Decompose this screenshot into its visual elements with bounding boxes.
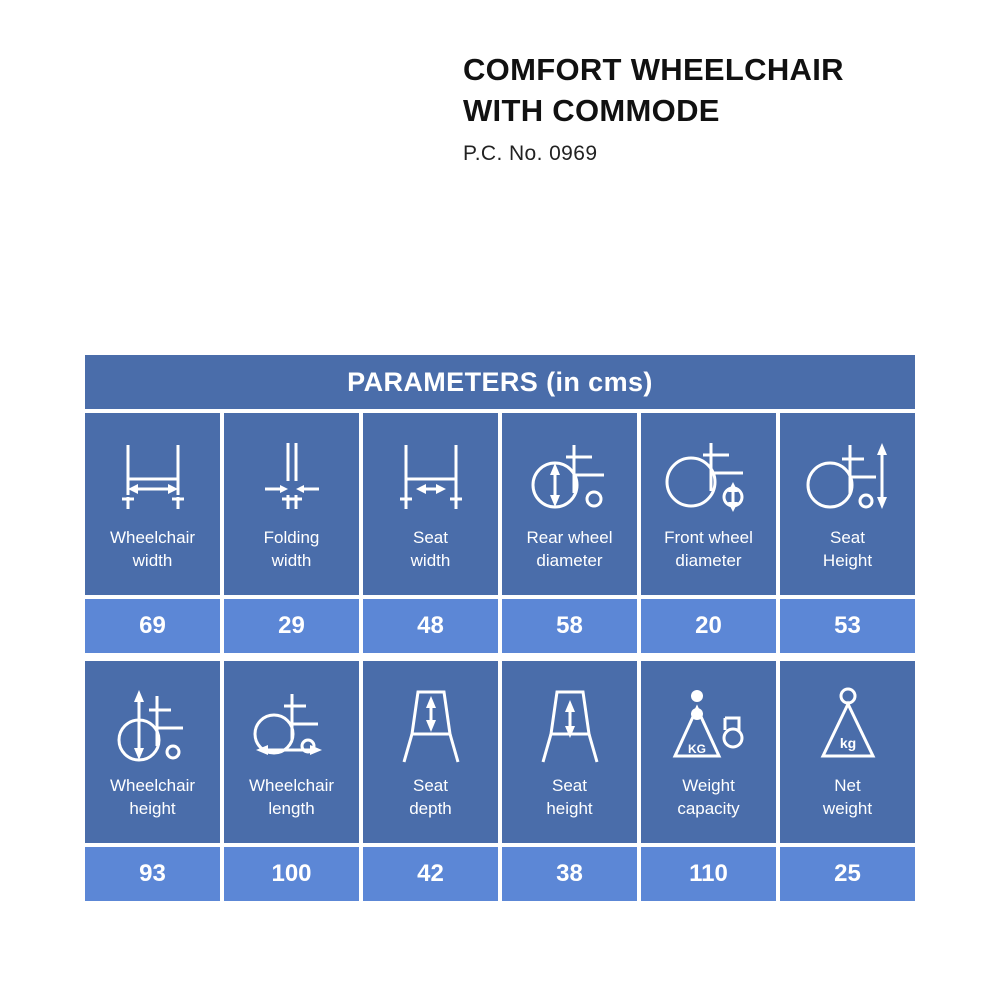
parameters-table <box>85 355 915 901</box>
table-row-values <box>85 847 915 901</box>
wheelchair-front-width-icon <box>108 427 198 527</box>
parameter-label: Seat depth <box>409 776 452 818</box>
product-code: P.C. No. 0969 <box>463 141 598 165</box>
parameters-table-heading: PARAMETERS (in cms) <box>85 355 915 409</box>
parameter-label: Wheelchair length <box>248 776 335 818</box>
parameter-value-seat-width: 48 <box>363 599 498 653</box>
parameter-label: Seat height <box>546 776 593 818</box>
parameter-label: Net weight <box>822 776 873 818</box>
parameter-value-wheelchair-height: 93 <box>85 847 220 901</box>
parameter-value-seat-height-lower: 38 <box>502 847 637 901</box>
parameter-label: Seat Height <box>822 528 873 570</box>
parameter-value-seat-height-top: 53 <box>780 599 915 653</box>
table-row <box>85 661 915 843</box>
wheelchair-height-icon <box>105 675 201 775</box>
parameter-cell-seat-height <box>780 413 915 595</box>
table-row <box>85 413 915 595</box>
parameter-label: Rear wheel diameter <box>526 528 613 570</box>
seat-width-icon <box>386 427 476 527</box>
parameter-value-folding-width: 29 <box>224 599 359 653</box>
parameter-value-net-weight: 25 <box>780 847 915 901</box>
parameter-label: Seat width <box>410 528 451 570</box>
wheelchair-folded-width-icon <box>247 427 337 527</box>
parameter-cell-front-wheel-diameter <box>641 413 776 595</box>
seat-height-icon <box>525 675 615 775</box>
parameter-value-wheelchair-length: 100 <box>224 847 359 901</box>
parameter-value-wheelchair-width: 69 <box>85 599 220 653</box>
parameter-cell-net-weight <box>780 661 915 843</box>
document-header <box>463 50 983 166</box>
net-weight-icon-text: kg <box>839 735 856 751</box>
weight-capacity-icon-text: KG <box>687 742 706 756</box>
parameter-label: Front wheel diameter <box>664 528 753 570</box>
parameter-cell-seat-width <box>363 413 498 595</box>
table-row-values <box>85 599 915 653</box>
parameter-cell-wheelchair-length <box>224 661 359 843</box>
parameter-cell-folding-width <box>224 413 359 595</box>
parameter-cell-wheelchair-width <box>85 413 220 595</box>
parameter-cell-rear-wheel-diameter <box>502 413 637 595</box>
parameter-label: Wheelchair height <box>109 776 196 818</box>
wheelchair-length-icon <box>240 675 344 775</box>
page-title-line-1: COMFORT WHEELCHAIR <box>463 52 844 87</box>
seat-depth-icon <box>386 675 476 775</box>
net-weight-icon <box>803 675 893 775</box>
front-wheel-diameter-icon <box>661 427 757 527</box>
rear-wheel-diameter-icon <box>522 427 618 527</box>
weight-capacity-icon <box>659 675 759 775</box>
page-title-line-2: WITH COMMODE <box>463 92 720 128</box>
parameter-label: Wheelchair width <box>109 528 196 570</box>
parameter-cell-seat-height-lower <box>502 661 637 843</box>
parameter-cell-weight-capacity <box>641 661 776 843</box>
parameter-cell-wheelchair-height <box>85 661 220 843</box>
parameter-value-rear-wheel-diameter: 58 <box>502 599 637 653</box>
parameter-value-seat-depth: 42 <box>363 847 498 901</box>
parameter-value-front-wheel-diameter: 20 <box>641 599 776 653</box>
parameter-label: Weight capacity <box>677 776 740 818</box>
parameter-cell-seat-depth <box>363 661 498 843</box>
parameter-label: Folding width <box>263 528 320 570</box>
seat-height-side-icon <box>800 427 896 527</box>
parameter-value-weight-capacity: 110 <box>641 847 776 901</box>
